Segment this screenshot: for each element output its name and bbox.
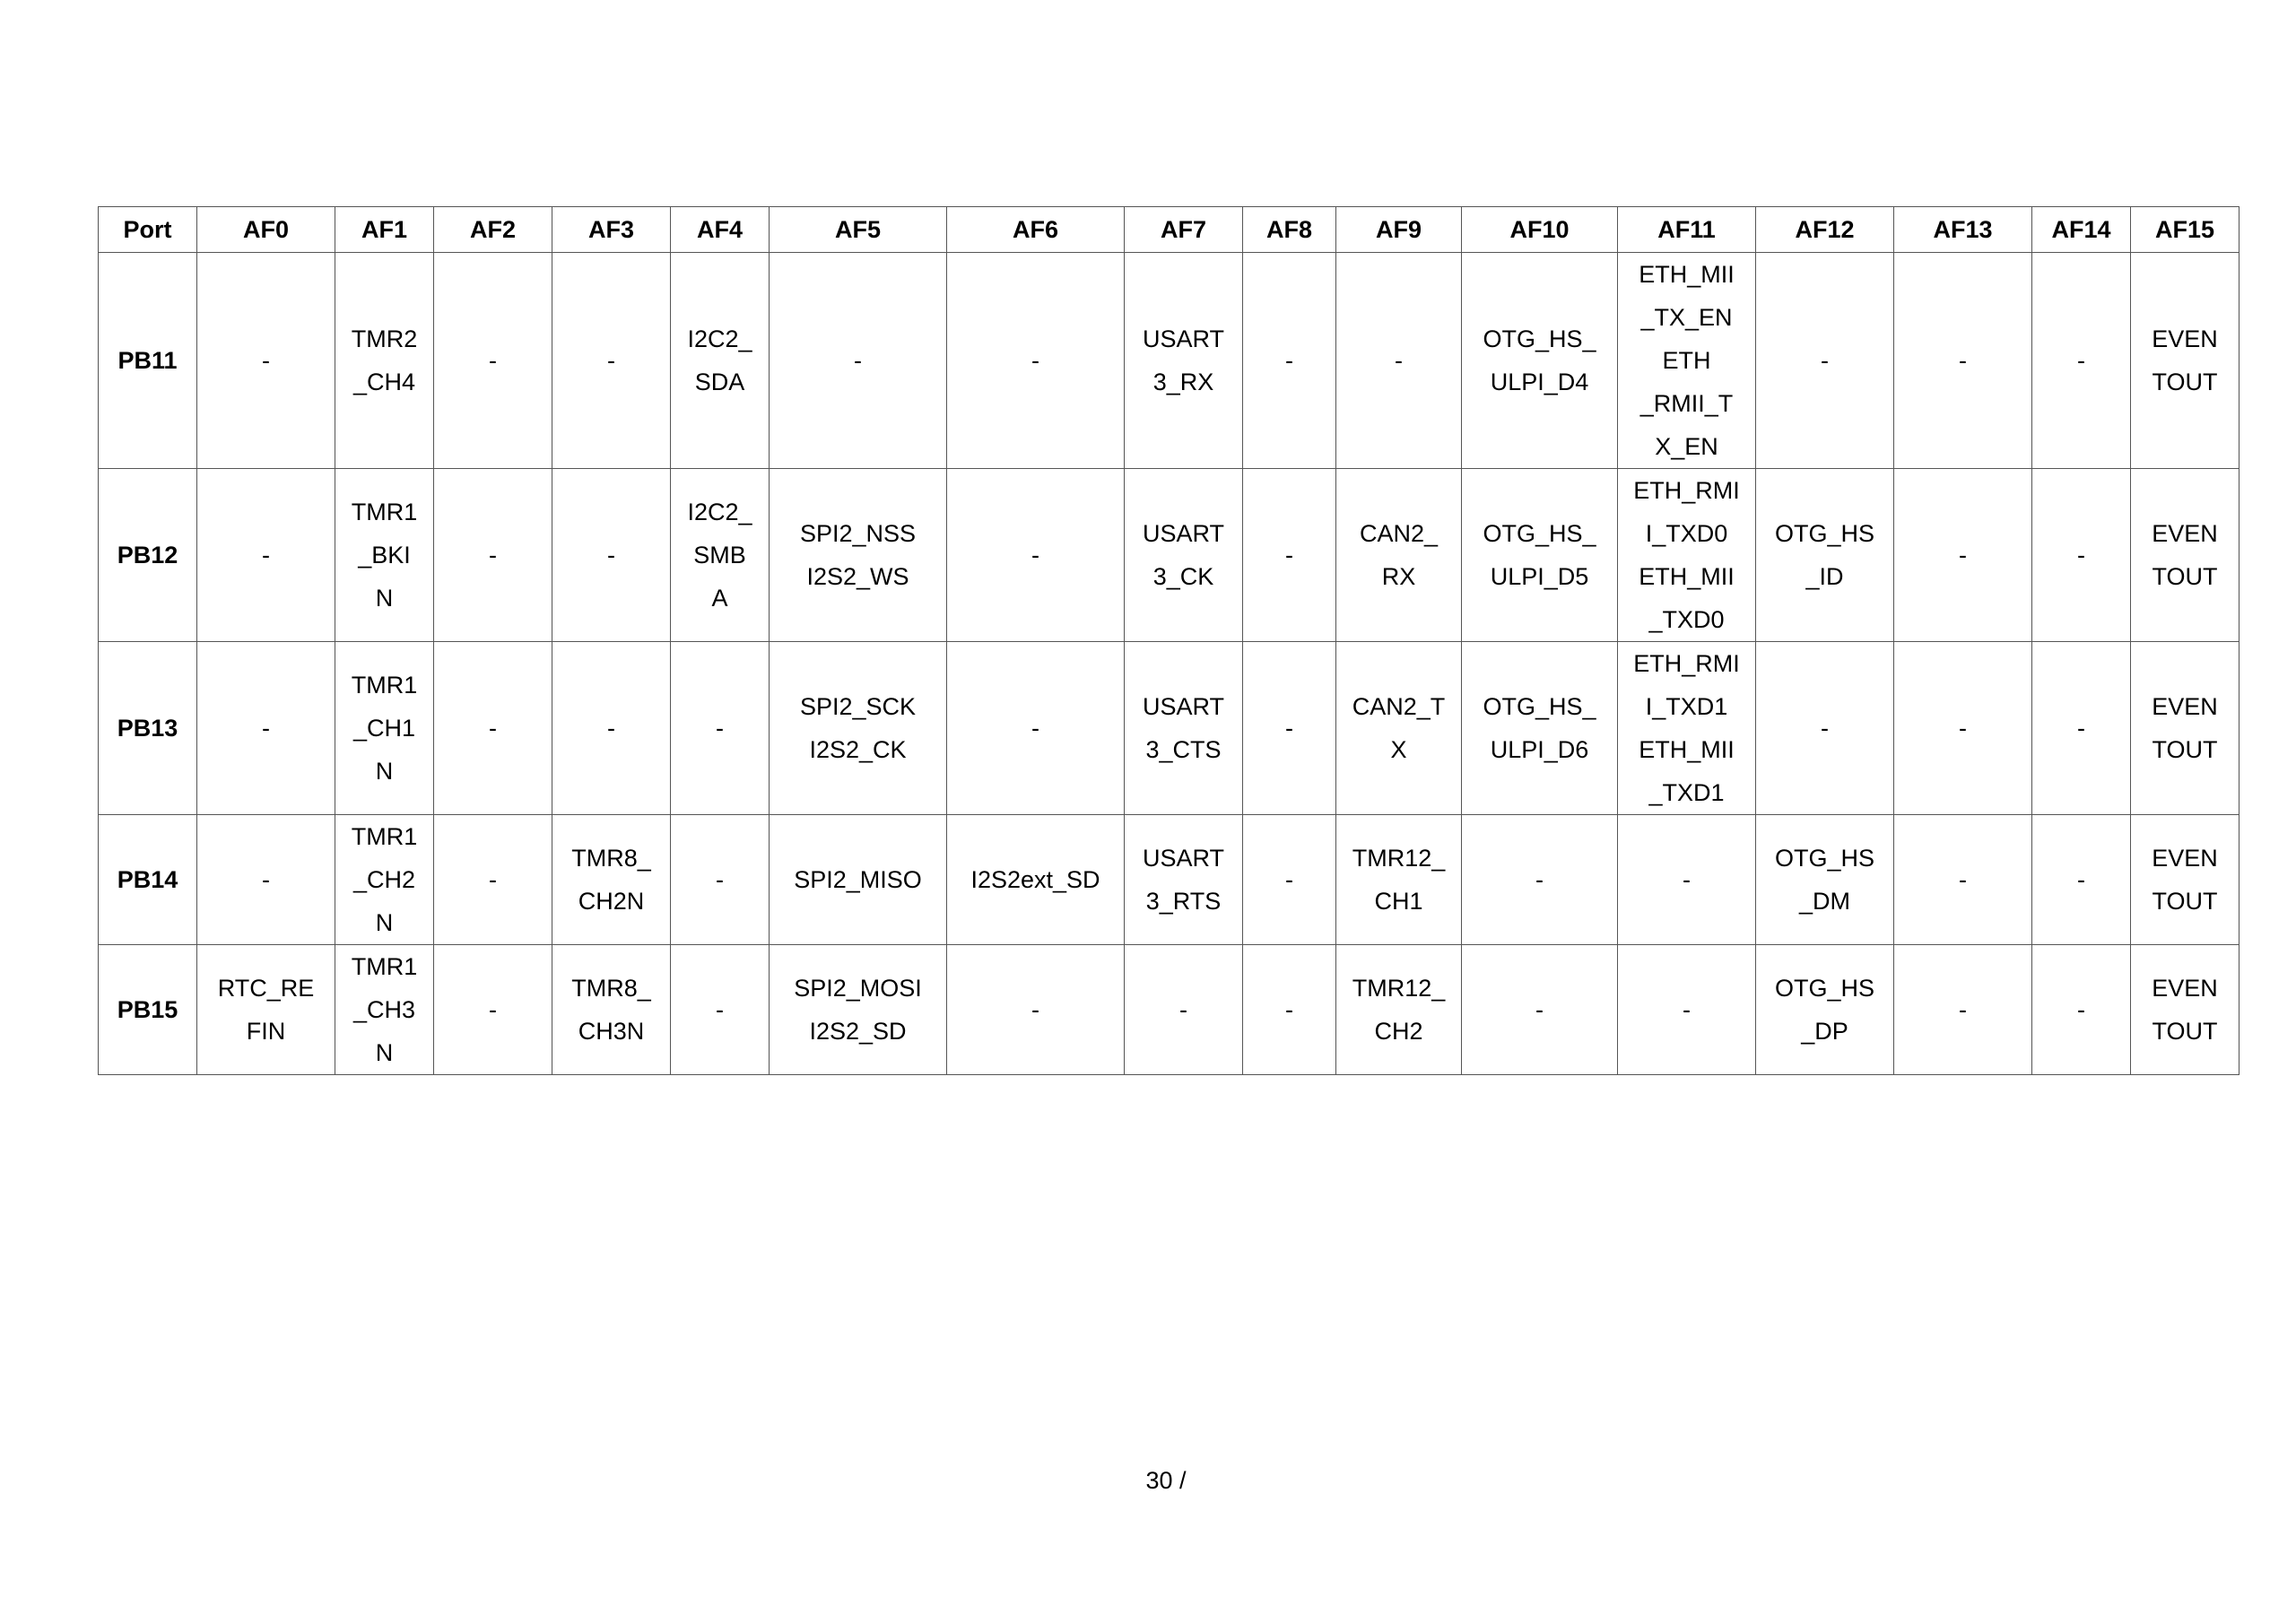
header-cell: AF6: [947, 207, 1125, 253]
table-cell: -: [1243, 642, 1336, 815]
port-cell: PB15: [99, 945, 197, 1075]
header-cell: AF1: [335, 207, 434, 253]
table-cell: EVEN TOUT: [2131, 642, 2239, 815]
table-cell: -: [434, 945, 552, 1075]
table-cell: -: [947, 253, 1125, 469]
table-cell: ETH_RMI I_TXD1 ETH_MII _TXD1: [1618, 642, 1756, 815]
table-cell: EVEN TOUT: [2131, 815, 2239, 945]
table-cell: -: [1243, 469, 1336, 642]
table-cell: -: [1243, 815, 1336, 945]
table-cell: OTG_HS _DP: [1756, 945, 1894, 1075]
table-cell: -: [671, 945, 770, 1075]
table-cell: USART 3_RTS: [1125, 815, 1243, 945]
table-cell: TMR2 _CH4: [335, 253, 434, 469]
page-number: 30 /: [1145, 1467, 1187, 1494]
table-cell: TMR8_ CH2N: [552, 815, 671, 945]
table-cell: -: [552, 642, 671, 815]
table-cell: -: [947, 642, 1125, 815]
table-row: [99, 815, 2239, 945]
table-cell: -: [1894, 469, 2032, 642]
header-cell: AF4: [671, 207, 770, 253]
table-cell: TMR8_ CH3N: [552, 945, 671, 1075]
header-cell: AF8: [1243, 207, 1336, 253]
table-cell: EVEN TOUT: [2131, 945, 2239, 1075]
table-cell: SPI2_SCK I2S2_CK: [770, 642, 947, 815]
table-cell: -: [2032, 253, 2131, 469]
table-cell: -: [1336, 253, 1462, 469]
table-cell: -: [197, 815, 335, 945]
header-row: [99, 207, 2239, 253]
alternate-function-table: [98, 206, 2239, 1075]
table-cell: USART 3_CK: [1125, 469, 1243, 642]
table-cell: -: [1894, 253, 2032, 469]
header-cell: AF0: [197, 207, 335, 253]
table-cell: -: [1618, 815, 1756, 945]
table-cell: OTG_HS _DM: [1756, 815, 1894, 945]
table-cell: -: [1894, 945, 2032, 1075]
header-cell: AF11: [1618, 207, 1756, 253]
table-cell: -: [947, 469, 1125, 642]
table-cell: CAN2_T X: [1336, 642, 1462, 815]
table-cell: -: [770, 253, 947, 469]
table-cell: SPI2_NSS I2S2_WS: [770, 469, 947, 642]
table-cell: TMR12_ CH2: [1336, 945, 1462, 1075]
table-cell: I2S2ext_SD: [947, 815, 1125, 945]
table-cell: -: [1894, 642, 2032, 815]
table-row: [99, 469, 2239, 642]
table-cell: -: [1894, 815, 2032, 945]
header-cell: AF9: [1336, 207, 1462, 253]
table-cell: -: [434, 815, 552, 945]
table-cell: -: [1243, 945, 1336, 1075]
table-cell: TMR1 _CH2 N: [335, 815, 434, 945]
table-cell: -: [2032, 815, 2131, 945]
port-cell: PB12: [99, 469, 197, 642]
table-cell: I2C2_ SDA: [671, 253, 770, 469]
table-row: [99, 253, 2239, 469]
table-cell: TMR12_ CH1: [1336, 815, 1462, 945]
table-cell: EVEN TOUT: [2131, 253, 2239, 469]
table-cell: -: [1756, 253, 1894, 469]
header-cell: AF7: [1125, 207, 1243, 253]
table-cell: -: [197, 469, 335, 642]
table-cell: -: [1125, 945, 1243, 1075]
table-cell: TMR1 _BKI N: [335, 469, 434, 642]
port-cell: PB11: [99, 253, 197, 469]
port-cell: PB13: [99, 642, 197, 815]
table-cell: -: [552, 469, 671, 642]
table-cell: ETH_RMI I_TXD0 ETH_MII _TXD0: [1618, 469, 1756, 642]
table-cell: EVEN TOUT: [2131, 469, 2239, 642]
table-cell: -: [434, 642, 552, 815]
table-cell: -: [552, 253, 671, 469]
table-cell: -: [434, 253, 552, 469]
table-row: [99, 642, 2239, 815]
table-cell: -: [947, 945, 1125, 1075]
table-cell: -: [1462, 945, 1618, 1075]
table-cell: ETH_MII _TX_EN ETH _RMII_T X_EN: [1618, 253, 1756, 469]
header-cell: AF13: [1894, 207, 2032, 253]
table-cell: -: [197, 642, 335, 815]
table-cell: -: [671, 815, 770, 945]
table-row: [99, 945, 2239, 1075]
header-cell: AF10: [1462, 207, 1618, 253]
header-cell: Port: [99, 207, 197, 253]
table-cell: -: [434, 469, 552, 642]
table-cell: TMR1 _CH1 N: [335, 642, 434, 815]
table-cell: -: [2032, 642, 2131, 815]
table-cell: USART 3_CTS: [1125, 642, 1243, 815]
header-cell: AF15: [2131, 207, 2239, 253]
table-cell: -: [1756, 642, 1894, 815]
header-cell: AF12: [1756, 207, 1894, 253]
table-cell: I2C2_ SMB A: [671, 469, 770, 642]
table-cell: SPI2_MISO: [770, 815, 947, 945]
table-cell: -: [2032, 469, 2131, 642]
table-cell: -: [1618, 945, 1756, 1075]
table-cell: -: [671, 642, 770, 815]
table-cell: RTC_RE FIN: [197, 945, 335, 1075]
table-cell: -: [197, 253, 335, 469]
table-cell: TMR1 _CH3 N: [335, 945, 434, 1075]
table-cell: -: [2032, 945, 2131, 1075]
table-cell: OTG_HS_ ULPI_D6: [1462, 642, 1618, 815]
table-cell: OTG_HS_ ULPI_D5: [1462, 469, 1618, 642]
header-cell: AF14: [2032, 207, 2131, 253]
header-cell: AF2: [434, 207, 552, 253]
port-cell: PB14: [99, 815, 197, 945]
table-cell: -: [1243, 253, 1336, 469]
table-cell: CAN2_ RX: [1336, 469, 1462, 642]
header-cell: AF5: [770, 207, 947, 253]
header-cell: AF3: [552, 207, 671, 253]
table-cell: OTG_HS_ ULPI_D4: [1462, 253, 1618, 469]
table-cell: USART 3_RX: [1125, 253, 1243, 469]
table-cell: SPI2_MOSI I2S2_SD: [770, 945, 947, 1075]
table-cell: OTG_HS _ID: [1756, 469, 1894, 642]
table-cell: -: [1462, 815, 1618, 945]
